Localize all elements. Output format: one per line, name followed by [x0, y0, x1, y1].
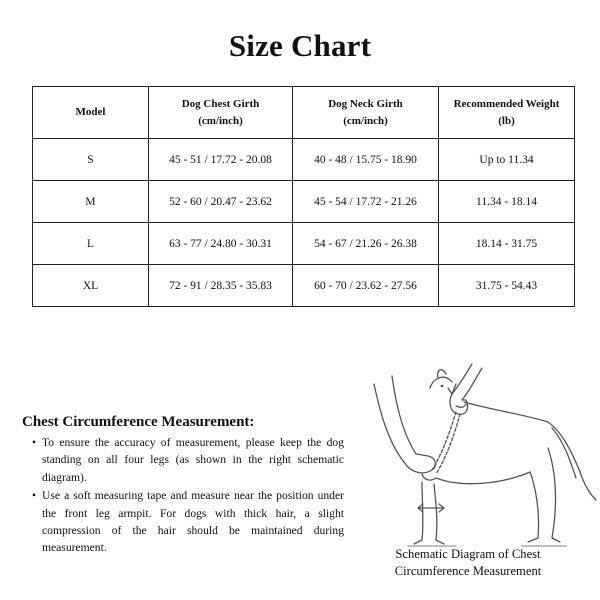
cell-weight: Up to 11.34 [439, 139, 575, 181]
header-neck-girth [293, 87, 439, 139]
table-header-row [33, 87, 575, 139]
table-row [33, 139, 575, 181]
caption-line-1: Schematic Diagram of Chest [395, 547, 541, 561]
cell-weight: 18.14 - 31.75 [439, 223, 575, 265]
instruction-text: Use a soft measuring tape and measure near the position under the front leg armpit. For dogs with thick hair, a slight compression of the hair should be maintained during measurement. [42, 489, 344, 555]
cell-model: S [33, 139, 149, 181]
cell-neck-girth: 45 - 54 / 17.72 - 21.26 [293, 181, 439, 223]
header-weight-unit: (lb) [498, 114, 515, 127]
cell-weight: 11.34 - 18.14 [439, 181, 575, 223]
caption-line-2: Circumference Measurement [394, 564, 542, 578]
instruction-text: To ensure the accuracy of measurement, please keep the dog standing on all four legs (as shown in the right schematic diagram). [42, 436, 344, 484]
header-model-label: Model [75, 106, 106, 118]
diagram-caption [368, 546, 568, 580]
header-neck-girth-label: Dog Neck Girth [328, 97, 403, 110]
cell-neck-girth: 40 - 48 / 15.75 - 18.90 [293, 139, 439, 181]
table-row [33, 223, 575, 265]
cell-neck-girth: 54 - 67 / 21.26 - 26.38 [293, 223, 439, 265]
measurement-instructions [32, 434, 344, 558]
header-chest-girth-label: Dog Chest Girth [181, 97, 260, 110]
cell-chest-girth: 45 - 51 / 17.72 - 20.08 [149, 139, 293, 181]
cell-model: L [33, 223, 149, 265]
cell-chest-girth: 63 - 77 / 24.80 - 30.31 [149, 223, 293, 265]
header-weight-label: Recommended Weight [453, 97, 560, 110]
header-chest-girth-unit: (cm/inch) [198, 114, 243, 127]
cell-model: M [33, 181, 149, 223]
header-chest-girth [149, 87, 293, 139]
cell-chest-girth: 72 - 91 / 28.35 - 35.83 [149, 265, 293, 307]
dog-measuring-illustration-icon [352, 362, 600, 552]
page-title: Size Chart [228, 28, 372, 63]
measurement-section-title: Chest Circumference Measurement: [22, 414, 255, 430]
header-neck-girth-unit: (cm/inch) [343, 114, 388, 127]
list-item [32, 487, 344, 557]
table-row [33, 265, 575, 307]
header-recommended-weight [439, 87, 575, 139]
bullet-icon: • [32, 489, 37, 503]
header-model [33, 87, 149, 139]
cell-chest-girth: 52 - 60 / 20.47 - 23.62 [149, 181, 293, 223]
size-chart-table [32, 86, 575, 307]
bullet-icon: • [32, 436, 37, 449]
list-item [32, 434, 344, 486]
cell-weight: 31.75 - 54.43 [439, 265, 575, 307]
cell-model: XL [33, 265, 149, 307]
cell-neck-girth: 60 - 70 / 23.62 - 27.56 [293, 265, 439, 307]
table-row [33, 181, 575, 223]
